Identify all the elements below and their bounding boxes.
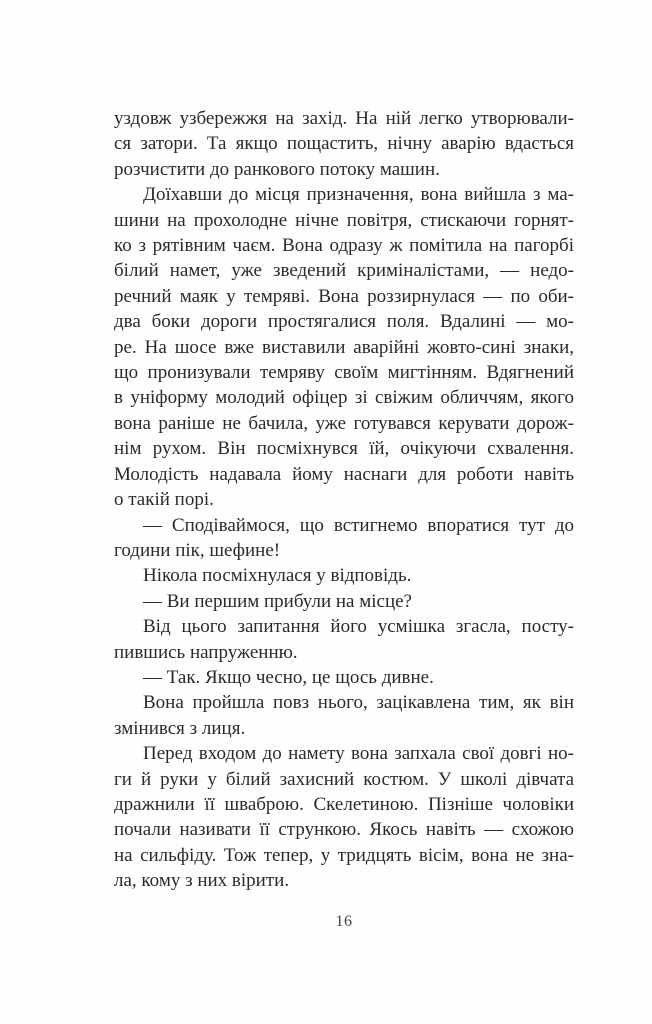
text-line: на сильфіду. Тож тепер, у тридцять вісім, вона не зна- <box>114 844 574 866</box>
paragraph <box>114 563 574 588</box>
text-line: ги й руки у білий захисний костюм. У школі дівчата <box>114 768 574 790</box>
text-line: почали називати її стрункою. Якось навіть — схожою <box>114 819 574 841</box>
text-line: Вона пройшла повз нього, зацікавлена тим, як він <box>143 692 574 714</box>
text-line: Доїхавши до місця призначення, вона вийшла з ма- <box>143 184 574 206</box>
text-line: шини на прохолодне нічне повітря, стискаючи горнят- <box>114 209 574 231</box>
text-line: що пронизували темряву своїм мигтінням. Вдягнений <box>114 362 574 384</box>
paragraph <box>114 741 574 893</box>
text-line: розчистити до ранкового потоку машин. <box>114 158 440 180</box>
text-line: о такій порі. <box>114 489 214 511</box>
text-line: — Так. Якщо чесно, це щось дивне. <box>143 666 434 688</box>
text-line: Молодість надавала йому наснаги для роботи навіть <box>114 463 574 485</box>
text-line: Нікола посміхнулася у відповідь. <box>143 565 412 587</box>
text-line: Від цього запитання його усмішка згасла, посту- <box>143 616 574 638</box>
text-line: уздовж узбережжя на захід. На ній легко утворювали- <box>114 108 574 129</box>
text-line: два боки дороги простягалися поля. Вдалині — мо- <box>114 311 574 333</box>
text-line: ко з рятівним чаєм. Вона одразу ж помітила на пагорбі <box>114 235 574 257</box>
page-number: 16 <box>335 913 353 930</box>
paragraph <box>114 513 574 564</box>
paragraph <box>114 665 574 690</box>
text-line: ла, кому з них вірити. <box>114 870 290 892</box>
text-line: Перед входом до намету вона запхала свої довгі но- <box>143 743 574 765</box>
paragraph <box>114 614 574 665</box>
text-line: ре. На шосе вже виставили аварійні жовто-сині знаки, <box>114 336 574 358</box>
text-line: в уніформу молодий офіцер зі свіжим обличчям, якого <box>114 387 574 409</box>
paragraph <box>114 182 574 512</box>
text-line: ся затори. Та якщо пощастить, нічну аварію вдасться <box>114 133 574 155</box>
text-line: вона раніше не бачила, уже готувався керувати дорож- <box>114 412 574 434</box>
text-line: дражнили її шваброю. Скелетиною. Пізніше чоловіки <box>114 793 574 815</box>
paragraph <box>114 690 574 741</box>
text-line: — Ви першим прибули на місце? <box>143 590 412 612</box>
text-line: години пік, шефине! <box>114 539 281 561</box>
paragraph <box>114 106 574 182</box>
paragraph <box>114 589 574 614</box>
text-line: білий намет, уже зведений криміналістами, — недо- <box>114 260 574 282</box>
page-text-block <box>114 106 574 894</box>
text-line: речний маяк у темряві. Вона роззирнулася — по оби- <box>114 285 574 307</box>
text-line: нім рухом. Він посміхнувся їй, очікуючи схвалення. <box>114 438 574 460</box>
text-line: змінився з лиця. <box>114 717 246 739</box>
text-line: пившись напруженню. <box>114 641 298 663</box>
text-line: — Сподіваймося, що встигнемо впоратися тут до <box>143 514 574 536</box>
